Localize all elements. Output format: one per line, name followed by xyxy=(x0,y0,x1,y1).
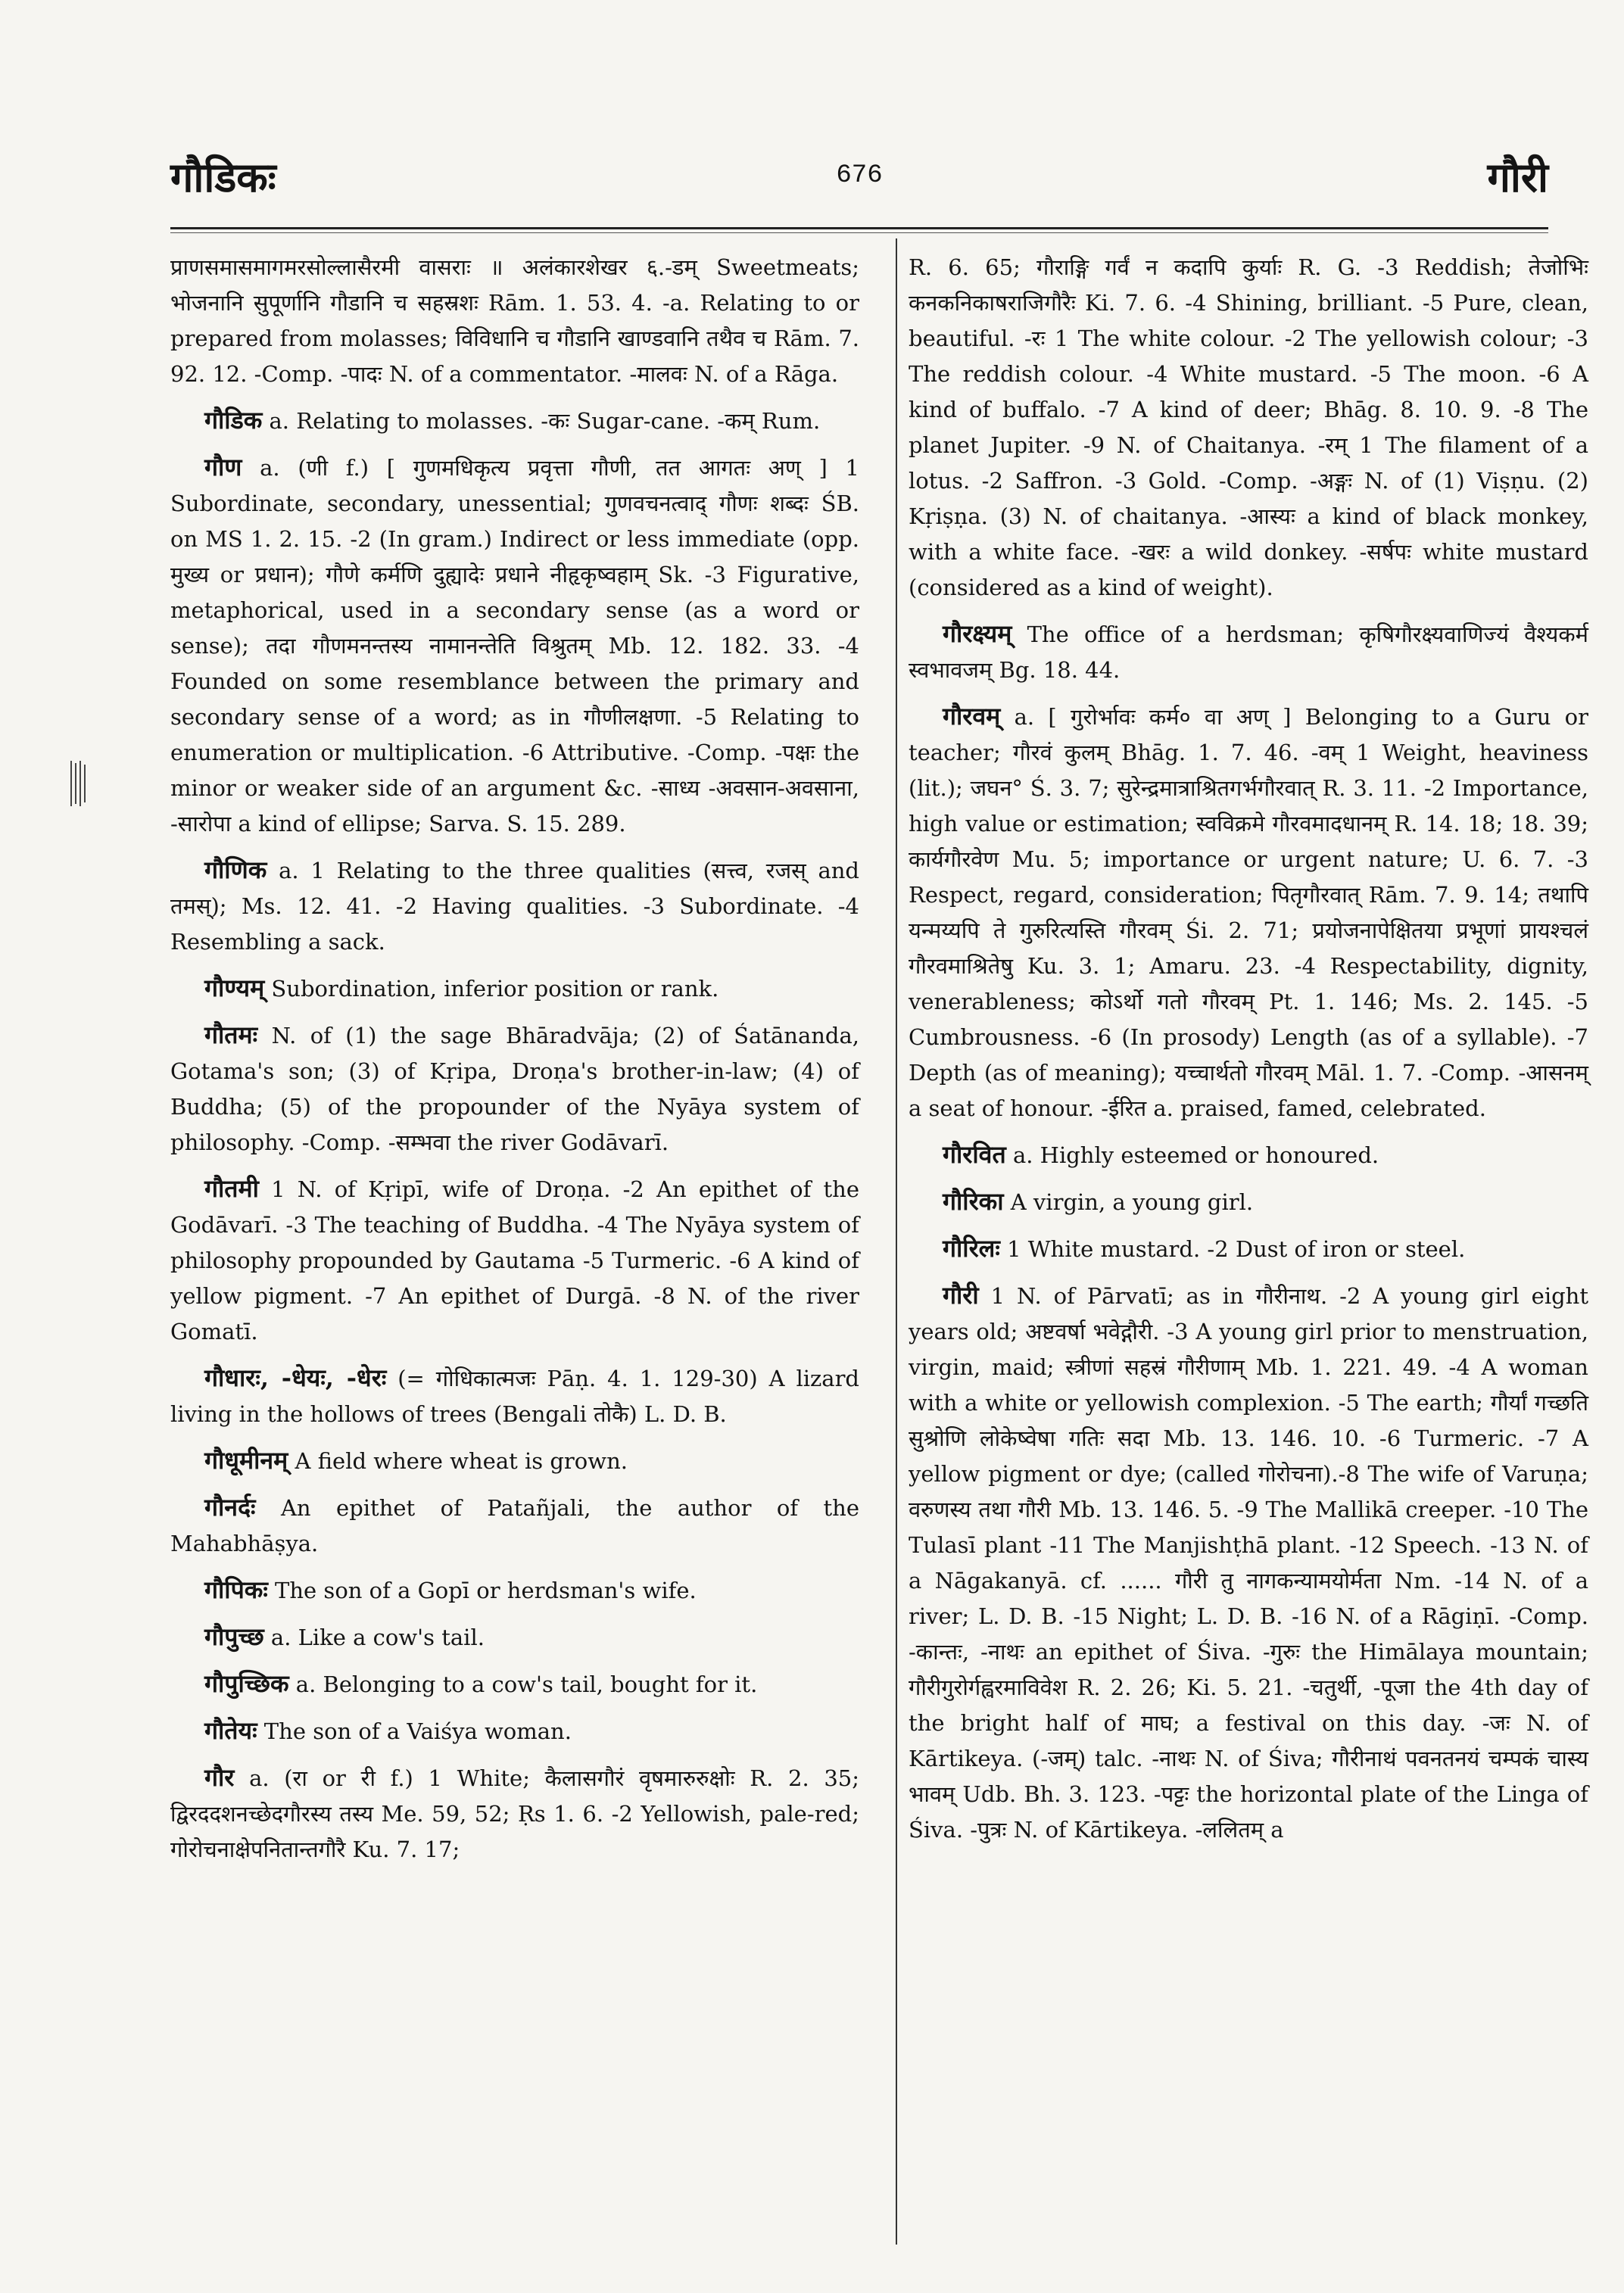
entry-headword: गौण्यम् xyxy=(204,974,265,1002)
dictionary-entry xyxy=(170,1619,859,1656)
dictionary-entry xyxy=(170,1443,859,1479)
entry-definition: An epithet of Patañjali, the author of the Mahabhāṣya. xyxy=(170,1495,860,1556)
dictionary-entry xyxy=(170,1713,859,1749)
dictionary-entry xyxy=(909,1231,1588,1267)
entry-definition: A field where wheat is grown. xyxy=(295,1448,628,1474)
dictionary-entry xyxy=(170,1017,859,1161)
entry-definition: (= गोधिकात्मजः Pāṇ. 4. 1. 129-30) A lizard living in the hollows of trees (Bengali तोकै) L. D. B. xyxy=(170,1366,859,1427)
dictionary-entry xyxy=(170,1360,859,1432)
entry-definition: 1 White mustard. -2 Dust of iron or steel. xyxy=(1007,1236,1466,1262)
entry-headword: गौरवम् xyxy=(943,702,1001,731)
entry-definition: प्राणसमासमागमरसोल्लासैरमी वासराः ॥ अलंकारशेखर ६.-डम् Sweetmeats; भोजनानि सुपूर्णानि गौडानि च सहस्रशः Rām. 1. 53. 4. -a. Relating to or prepared from molasses; विविधानि च गौडानि खाण्डवानि तथैव च Rām. 7. 92. 12. -Comp. -पादः N. of a commentator. -मालवः N. of a Rāga. xyxy=(170,254,859,387)
entry-headword: गौर xyxy=(204,1763,235,1792)
column-divider xyxy=(896,238,897,2245)
entry-headword: गौण xyxy=(204,453,242,481)
entry-definition: a. (रा or री f.) 1 White; कैलासगौरं वृषमारुरुक्षोः R. 2. 35; द्विरददशनच्छेदगौरस्य तस्य Me. 59, 52; Ṛs 1. 6. -2 Yellowish, pale-red; गोरोचनाक्षेपनितान्तगौरै Ku. 7. 17; xyxy=(170,1765,860,1862)
entry-definition: The son of a Vaiśya woman. xyxy=(263,1718,572,1744)
dictionary-entry xyxy=(170,852,859,960)
page-number: 676 xyxy=(836,161,883,190)
dictionary-entry xyxy=(170,970,859,1007)
dictionary-entry xyxy=(909,699,1588,1126)
entry-definition: The son of a Gopī or herdsman's wife. xyxy=(275,1578,697,1603)
entry-headword: गौधारः, -धेयः, -धेरः xyxy=(204,1363,387,1392)
dictionary-entry xyxy=(170,403,859,439)
entry-headword: गौपुच्छिक xyxy=(204,1669,289,1698)
entry-definition: a. Relating to molasses. -कः Sugar-cane. -कम् Rum. xyxy=(269,408,821,434)
dictionary-entry xyxy=(909,1184,1588,1220)
entry-definition: 1 N. of Pārvatī; as in गौरीनाथ. -2 A young girl eight years old; अष्टवर्षा भवेद्गौरी. -3 A young girl prior to menstruation, virgin, maid; स्त्रीणां सहस्रं गौरीणाम् Mb. 1. 221. 49. -4 A woman with a white or yellowish complexion. -5 The earth; गौर्यां गच्छति सुश्रोणि लोकेष्वेषा गतिः सदा Mb. 13. 146. 10. -6 Turmeric. -7 A yellow pigment or dye; (called गोरोचना).-8 The wife of Varuṇa; वरुणस्य तथा गौरी Mb. 13. 146. 5. -9 The Mallikā creeper. -10 The Tulasī plant -11 The Manjishṭhā plant. -12 Speech. -13 N. of a Nāgakanyā. cf. ...... गौरी तु नागकन्यामयोर्मता Nm. -14 N. of a river; L. D. B. -15 Night; L. D. B. -16 N. of a Rāgiṇī. -Comp. -कान्तः, -नाथः an epithet of Śiva. -गुरुः the Himālaya mountain; गौरीगुरोर्गह्वरमाविवेश R. 2. 26; Ki. 5. 21. -चतुर्थी, -पूजा the 4th day of the bright half of माघ; a festival on this day. -जः N. of Kārtikeya. (-जम्) talc. -नाथः N. of Śiva; गौरीनाथं पवनतनयं चम्पकं चास्य भावम् Udb. Bh. 3. 123. -पट्टः the horizontal plate of the Linga of Śiva. -पुत्रः N. of Kārtikeya. -ललितम् a xyxy=(909,1283,1589,1843)
entry-headword: गौरी xyxy=(943,1281,979,1310)
dictionary-entry xyxy=(909,1278,1588,1848)
dictionary-entry xyxy=(170,1490,859,1562)
entry-definition: N. of (1) the sage Bhāradvāja; (2) of Śatānanda, Gotama's son; (3) of Kṛipa, Droṇa's brother-in-law; (4) of Buddha; (5) of the propounder of the Nyāya system of philosophy. -Comp. -सम्भवा the river Godāvarī. xyxy=(170,1023,860,1155)
entry-headword: गौपिकः xyxy=(204,1575,268,1604)
binding-mark-icon xyxy=(68,757,88,810)
right-running-headword: गौरी xyxy=(1487,153,1548,201)
entry-headword: गौपुच्छ xyxy=(204,1622,264,1651)
entry-headword: गौनर्दः xyxy=(204,1493,256,1522)
entry-definition: a. Belonging to a cow's tail, bought for it. xyxy=(295,1671,758,1697)
entry-definition: R. 6. 65; गौराङ्गि गर्वं न कदापि कुर्याः R. G. -3 Reddish; तेजोभिः कनकनिकाषराजिगौरैः Ki. 7. 6. -4 Shining, brilliant. -5 Pure, clean, beautiful. -रः 1 The white colour. -2 The yellowish colour; -3 The reddish colour. -4 White mustard. -5 The moon. -6 A kind of buffalo. -7 A kind of deer; Bhāg. 8. 10. 9. -8 The planet Jupiter. -9 N. of Chaitanya. -रम् 1 The filament of a lotus. -2 Saffron. -3 Gold. -Comp. -अङ्गः N. of (1) Viṣṇu. (2) Kṛiṣṇa. (3) N. of chaitanya. -आस्यः a kind of black monkey, with a white face. -खरः a wild donkey. -सर्षपः white mustard (considered as a kind of weight). xyxy=(909,254,1588,600)
entry-definition: a. 1 Relating to the three qualities (सत्त्व, रजस् and तमस्); Ms. 12. 41. -2 Having qualities. -3 Subordinate. -4 Resembling a sack. xyxy=(170,858,860,955)
entry-definition: The office of a herdsman; कृषिगौरक्ष्यवाणिज्यं वैश्यकर्म स्वभावजम् Bg. 18. 44. xyxy=(909,622,1588,683)
entry-definition: 1 N. of Kṛipī, wife of Droṇa. -2 An epithet of the Godāvarī. -3 The teaching of Buddha. -4 The Nyāya system of philosophy propounded by Gautama -5 Turmeric. -6 A kind of yellow pigment. -7 An epithet of Durgā. -8 N. of the river Gomatī. xyxy=(170,1176,860,1344)
page-header xyxy=(170,140,1548,223)
entry-definition: a. (णी f.) [ गुणमधिकृत्य प्रवृत्ता गौणी, तत आगतः अण् ] 1 Subordinate, secondary, unessential; गुणवचनत्वाद् गौणः शब्दः ŚB. on MS 1. 2. 15. -2 (In gram.) Indirect or less immediate (opp. मुख्य or प्रधान); गौणे कर्मणि दुह्यादेः प्रधाने नीहृकृष्वहाम् Sk. -3 Figurative, metaphorical, used in a secondary sense (as a word or sense); तदा गौणमनन्तस्य नामानन्तेति विश्रुतम् Mb. 12. 182. 33. -4 Founded on some resemblance between the primary and secondary sense of a word; as in गौणीलक्षणा. -5 Relating to enumeration or multiplication. -6 Attributive. -Comp. -पक्षः the minor or weaker side of an argument &c. -साध्य -अवसान-अवसाना, -सारोपा a kind of ellipse; Sarva. S. 15. 289. xyxy=(170,455,859,837)
dictionary-entry xyxy=(909,1137,1588,1173)
dictionary-entry xyxy=(170,1666,859,1703)
entry-headword: गौतमः xyxy=(204,1020,258,1049)
dictionary-entry xyxy=(909,250,1588,606)
dictionary-entry xyxy=(170,450,859,842)
dictionary-entry xyxy=(170,1171,859,1350)
left-running-headword: गौडिकः xyxy=(170,153,276,201)
entry-headword: गौरवित xyxy=(943,1140,1006,1169)
entry-headword: गौधूमीनम् xyxy=(204,1446,288,1475)
entry-definition: Subordination, inferior position or rank. xyxy=(271,976,719,1002)
entry-headword: गौतमी xyxy=(204,1174,259,1203)
dictionary-entry xyxy=(909,616,1588,688)
header-rule-thin xyxy=(170,232,1548,233)
entry-definition: a. Highly esteemed or honoured. xyxy=(1012,1142,1379,1168)
entry-definition: a. [ गुरोर्भावः कर्म० वा अण् ] Belonging to a Guru or teacher; गौरवं कुलम् Bhāg. 1. 7. 46. -वम् 1 Weight, heaviness (lit.); जघन° Ś. 3. 7; सुरेन्द्रमात्राश्रितगर्भगौरवात् R. 3. 11. -2 Importance, high value or estimation; स्वविक्रमे गौरवमादधानम् R. 14. 18; 18. 39; कार्यगौरवेण Mu. 5; importance or urgent nature; U. 6. 7. -3 Respect, regard, consideration; पितृगौरवात् Rām. 7. 9. 14; तथापि यन्मय्यपि ते गुरुरित्यस्ति गौरवम् Śi. 2. 71; प्रयोजनापेक्षितया प्रभूणां प्रायश्चलं गौरवमाश्रितेषु Ku. 3. 1; Amaru. 23. -4 Respectability, dignity, venerableness; कोऽर्थो गतो गौरवम् Pt. 1. 146; Ms. 2. 145. -5 Cumbrousness. -6 (In prosody) Length (as of a syllable). -7 Depth (as of meaning); यच्चार्थतो गौरवम् Māl. 1. 7. -Comp. -आसनम् a seat of honour. -ईरित a. praised, famed, celebrated. xyxy=(909,704,1588,1121)
left-column xyxy=(170,250,859,1878)
entry-headword: गौरिलः xyxy=(943,1234,1000,1263)
entry-definition: A virgin, a young girl. xyxy=(1010,1189,1254,1215)
dictionary-entry xyxy=(170,1572,859,1609)
entry-headword: गौरक्ष्यम् xyxy=(943,619,1012,648)
entry-headword: गौडिक xyxy=(204,406,263,435)
entry-headword: गौरिका xyxy=(943,1187,1004,1216)
right-column xyxy=(909,250,1588,1858)
header-rule xyxy=(170,227,1548,229)
dictionary-entry xyxy=(170,250,859,392)
entry-definition: a. Like a cow's tail. xyxy=(270,1625,485,1650)
entry-headword: गौणिक xyxy=(204,855,267,884)
dictionary-entry xyxy=(170,1760,859,1868)
entry-headword: गौतेयः xyxy=(204,1716,257,1745)
